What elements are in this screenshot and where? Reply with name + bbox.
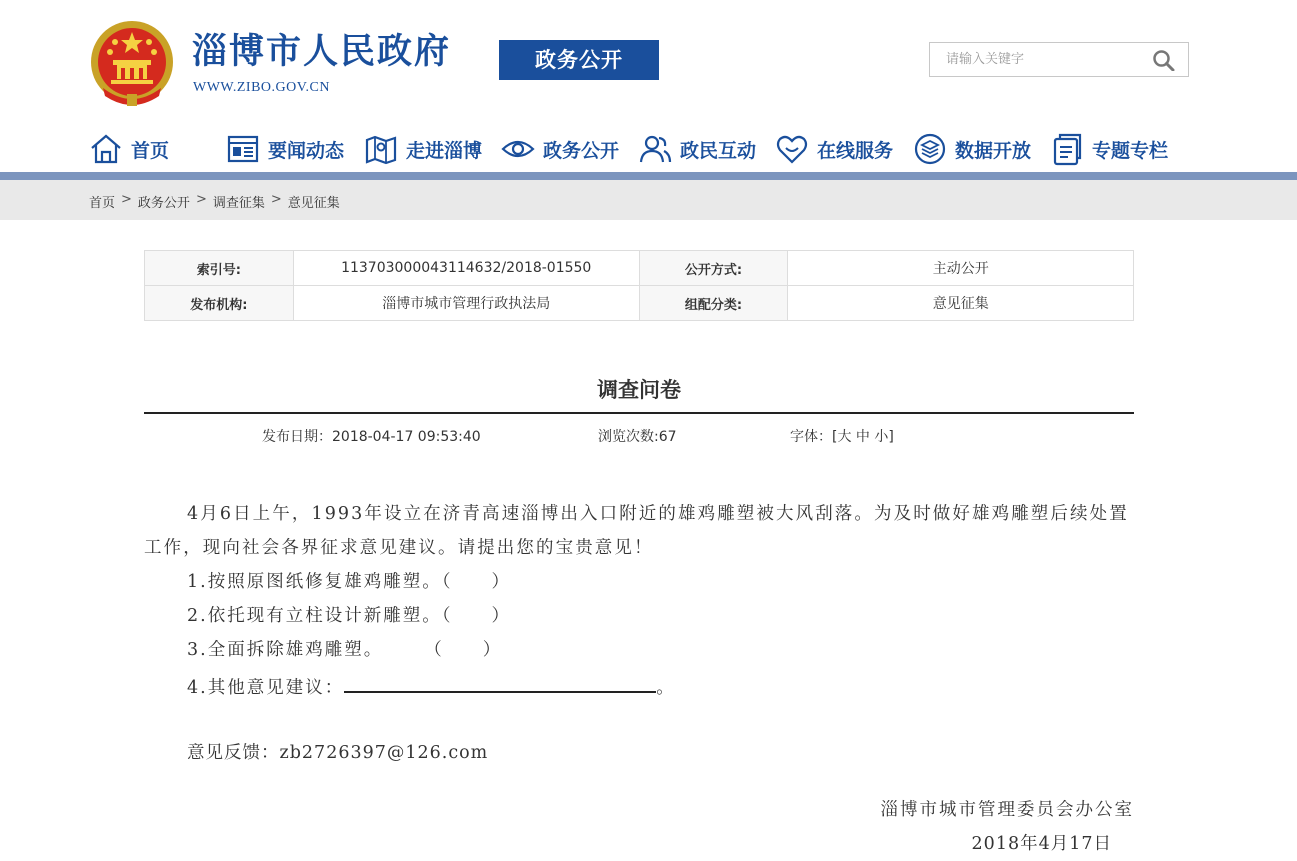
search-box — [929, 42, 1189, 77]
nav-item-gov-open[interactable] — [501, 126, 619, 172]
signer: 淄博市城市管理委员会办公室 — [880, 800, 1134, 820]
news-icon — [226, 132, 260, 166]
nav-item-about-zibo[interactable] — [364, 126, 482, 172]
breadcrumb-separator: > — [121, 192, 132, 207]
heart-icon — [775, 132, 809, 166]
option-4-period: 。 — [656, 678, 676, 698]
fill-in-blank — [344, 667, 656, 693]
title-divider — [144, 412, 1134, 414]
document-meta-table — [144, 250, 1134, 321]
nav-item-news[interactable] — [226, 126, 344, 172]
index-label: 索引号: — [145, 251, 294, 286]
index-value: 113703000043114632/2018-01550 — [293, 251, 639, 286]
category-label: 组配分类: — [639, 286, 788, 321]
font-medium-button[interactable]: 中 — [855, 429, 870, 445]
people-icon — [638, 132, 672, 166]
feedback-email: 意见反馈：zb2726397@126.com — [187, 743, 489, 763]
main-nav — [0, 126, 1297, 172]
breadcrumb-opinion[interactable]: 意见征集 — [287, 196, 340, 211]
layers-icon — [913, 132, 947, 166]
breadcrumb-survey[interactable]: 调查征集 — [212, 196, 265, 211]
table-row — [145, 286, 1134, 321]
site-url: WWW.ZIBO.GOV.CN — [193, 80, 330, 95]
search-icon[interactable] — [1152, 49, 1176, 71]
nav-label: 首页 — [131, 139, 170, 162]
category-value: 意见征集 — [788, 286, 1134, 321]
sign-date: 2018年4月17日 — [971, 834, 1112, 854]
nav-item-online-service[interactable] — [775, 126, 893, 172]
home-icon — [89, 132, 123, 166]
survey-option-1: 1.按照原图纸修复雄鸡雕塑。（ ） — [187, 572, 511, 592]
nav-label: 在线服务 — [817, 139, 894, 162]
view-count: 浏览次数:67 — [598, 429, 677, 445]
survey-option-2: 2.依托现有立柱设计新雕塑。（ ） — [187, 606, 511, 626]
breadcrumb-separator: > — [195, 192, 207, 207]
font-large-button[interactable]: 大 — [837, 429, 852, 445]
site-title[interactable]: 淄博市人民政府 — [192, 32, 452, 72]
table-row — [145, 251, 1134, 286]
open-mode-value: 主动公开 — [788, 251, 1134, 286]
font-size-switcher — [790, 426, 894, 446]
nav-item-topics[interactable] — [1050, 126, 1168, 172]
article-body — [144, 497, 1134, 854]
nav-label: 走进淄博 — [406, 139, 483, 162]
publisher-label: 发布机构: — [145, 286, 294, 321]
font-size-close: ] — [888, 429, 894, 445]
font-size-label: 字体：[ — [790, 429, 838, 445]
map-icon — [364, 132, 398, 166]
site-header — [0, 0, 1297, 120]
nav-item-open-data[interactable] — [913, 126, 1031, 172]
open-mode-label: 公开方式: — [639, 251, 788, 286]
nav-label: 专题专栏 — [1092, 139, 1169, 162]
nav-label: 数据开放 — [955, 139, 1032, 162]
search-input[interactable] — [930, 43, 1150, 76]
nav-divider-bar — [0, 172, 1297, 180]
breadcrumb-gov-open[interactable]: 政务公开 — [137, 196, 190, 211]
option-4-label: 4.其他意见建议： — [187, 678, 345, 698]
article-paragraph: 4月6日上午，1993年设立在济青高速淄博出入口附近的雄鸡雕塑被大风刮落。为及时做好雄鸡雕塑后续处置工作，现向社会各界征求意见建议。请提出您的宝贵意见！ — [144, 504, 1129, 558]
document-icon — [1050, 132, 1084, 166]
breadcrumb-separator: > — [270, 192, 282, 207]
article-title: 调查问卷 — [597, 378, 681, 402]
nav-item-home[interactable] — [89, 126, 169, 172]
section-badge[interactable]: 政务公开 — [499, 40, 659, 80]
nav-item-interaction[interactable] — [638, 126, 756, 172]
breadcrumb — [89, 192, 340, 211]
nav-label: 要闻动态 — [268, 139, 345, 162]
nav-label: 政务公开 — [543, 139, 620, 162]
survey-option-4 — [144, 667, 1134, 705]
eye-icon — [501, 132, 535, 166]
font-small-button[interactable]: 小 — [874, 429, 889, 445]
publisher-value: 淄博市城市管理行政执法局 — [293, 286, 639, 321]
national-emblem-icon[interactable] — [89, 18, 175, 110]
nav-label: 政民互动 — [680, 139, 757, 162]
breadcrumb-home[interactable]: 首页 — [89, 196, 116, 211]
publish-date: 发布日期：2018-04-17 09:53:40 — [262, 429, 481, 445]
survey-option-3: 3.全面拆除雄鸡雕塑。 （ ） — [187, 640, 503, 660]
